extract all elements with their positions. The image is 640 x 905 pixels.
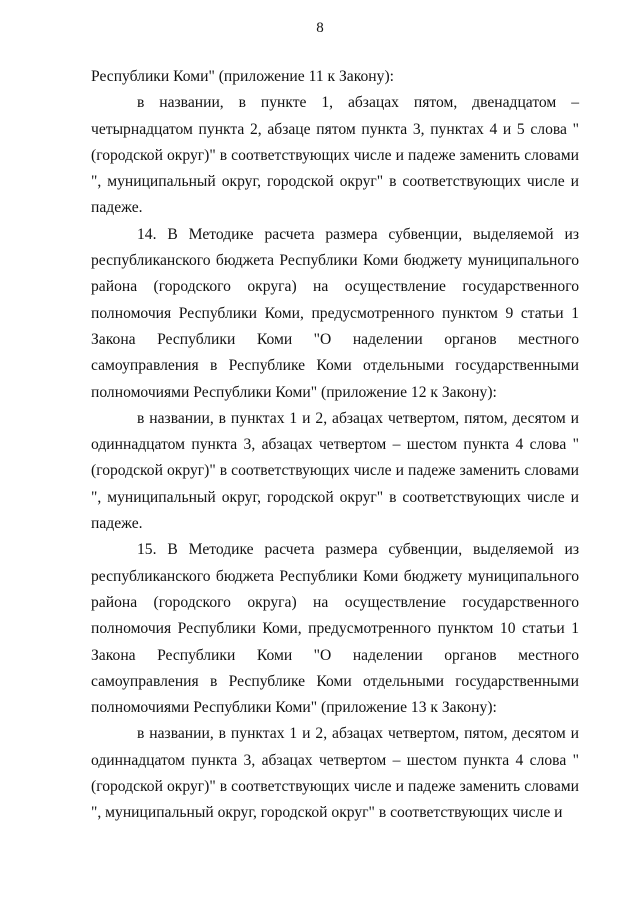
paragraph-6: в названии, в пунктах 1 и 2, абзацах четвертом, пятом, десятом и одиннадцатом пункта 3, абзацах четвертом – шестом пункта 4 слова "(городской округ)" в соответствующих числе и падеже заменить словами ", муниципальный округ, городской округ" в соответствующих числе и <box>91 725 579 822</box>
paragraph-item-15: 15. В Методике расчета размера субвенции, выделяемой из республиканского бюджета Республики Коми бюджету муниципального района (городского округа) на осуществление государственного полномочия Республики Коми, предусмотренного пунктом 10 статьи 1 Закона Республики Коми "О наделении органов местного самоуправления в Республике Коми отдельными государственными полномочиями Республики Коми" (приложение 13 к Закону): <box>91 541 579 717</box>
paragraph-item-14: 14. В Методике расчета размера субвенции, выделяемой из республиканского бюджета Республики Коми бюджету муниципального района (городского округа) на осуществление государственного полномочия Республики Коми, предусмотренного пунктом 9 статьи 1 Закона Республики Коми "О наделении органов местного самоуправления в Республике Коми отдельными государственными полномочиями Республики Коми" (приложение 12 к Закону): <box>91 225 579 401</box>
paragraph-4: в названии, в пунктах 1 и 2, абзацах четвертом, пятом, десятом и одиннадцатом пункта 3, абзацах четвертом – шестом пункта 4 слова "(городской округ)" в соответствующих числе и падеже заменить словами ", муниципальный округ, городской округ" в соответствующих числе и падеже. <box>91 409 579 533</box>
document-body <box>91 64 579 827</box>
page-number: 8 <box>316 20 324 36</box>
paragraph-1: Республики Коми" (приложение 11 к Закону): <box>91 68 394 85</box>
paragraph-2: в названии, в пункте 1, абзацах пятом, двенадцатом – четырнадцатом пункта 2, абзаце пятом пункта 3, пунктах 4 и 5 слова "(городской округ)" в соответствующих числе и падеже заменить словами ", муниципальный округ, городской округ" в соответствующих числе и падеже. <box>91 94 579 217</box>
